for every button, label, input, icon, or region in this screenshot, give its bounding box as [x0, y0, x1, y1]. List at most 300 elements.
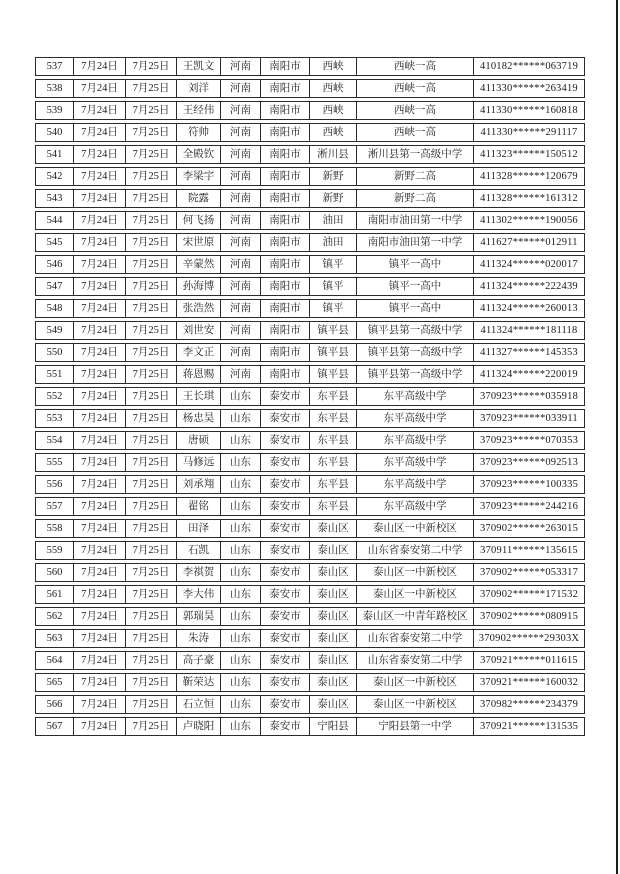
cell-row-number: 538	[35, 79, 73, 98]
cell-id-number: 411330******263419	[473, 79, 585, 98]
table-row	[35, 497, 585, 516]
cell-province: 山东	[220, 475, 260, 494]
table-row	[35, 475, 585, 494]
cell-city: 南阳市	[260, 145, 309, 164]
cell-province: 河南	[220, 189, 260, 208]
cell-name: 全殿钦	[176, 145, 220, 164]
table-row	[35, 717, 585, 736]
cell-school: 东平高级中学	[356, 387, 473, 406]
cell-row-number: 539	[35, 101, 73, 120]
cell-province: 河南	[220, 365, 260, 384]
cell-province: 河南	[220, 233, 260, 252]
cell-school: 东平高级中学	[356, 475, 473, 494]
cell-row-number: 557	[35, 497, 73, 516]
cell-name: 符帅	[176, 123, 220, 142]
cell-province: 山东	[220, 651, 260, 670]
table-row	[35, 233, 585, 252]
cell-id-number: 370902******29303X	[473, 629, 585, 648]
cell-school: 镇平一高中	[356, 277, 473, 296]
cell-city: 南阳市	[260, 189, 309, 208]
candidate-roster-table	[35, 54, 585, 739]
cell-county-district: 东平县	[309, 497, 356, 516]
cell-county-district: 镇平县	[309, 365, 356, 384]
cell-school: 东平高级中学	[356, 497, 473, 516]
cell-name: 院露	[176, 189, 220, 208]
cell-exam-date-1: 7月24日	[73, 563, 125, 582]
cell-row-number: 540	[35, 123, 73, 142]
cell-province: 山东	[220, 431, 260, 450]
cell-id-number: 370921******160032	[473, 673, 585, 692]
table-row	[35, 321, 585, 340]
cell-exam-date-1: 7月24日	[73, 651, 125, 670]
cell-name: 王经伟	[176, 101, 220, 120]
cell-row-number: 559	[35, 541, 73, 560]
cell-city: 泰安市	[260, 431, 309, 450]
cell-county-district: 西峡	[309, 79, 356, 98]
cell-exam-date-1: 7月24日	[73, 629, 125, 648]
table-row	[35, 277, 585, 296]
cell-row-number: 544	[35, 211, 73, 230]
cell-exam-date-2: 7月25日	[125, 101, 176, 120]
cell-exam-date-2: 7月25日	[125, 541, 176, 560]
cell-city: 泰安市	[260, 387, 309, 406]
cell-school: 东平高级中学	[356, 453, 473, 472]
table-row	[35, 409, 585, 428]
cell-exam-date-1: 7月24日	[73, 365, 125, 384]
cell-exam-date-2: 7月25日	[125, 365, 176, 384]
cell-school: 新野二高	[356, 189, 473, 208]
cell-county-district: 宁阳县	[309, 717, 356, 736]
cell-school: 淅川县第一高级中学	[356, 145, 473, 164]
cell-id-number: 410182******063719	[473, 57, 585, 76]
cell-exam-date-2: 7月25日	[125, 343, 176, 362]
cell-county-district: 镇平	[309, 255, 356, 274]
cell-exam-date-1: 7月24日	[73, 541, 125, 560]
cell-province: 河南	[220, 277, 260, 296]
cell-row-number: 548	[35, 299, 73, 318]
cell-id-number: 370921******011615	[473, 651, 585, 670]
cell-row-number: 546	[35, 255, 73, 274]
cell-county-district: 泰山区	[309, 695, 356, 714]
cell-province: 山东	[220, 409, 260, 428]
cell-exam-date-2: 7月25日	[125, 79, 176, 98]
cell-county-district: 泰山区	[309, 585, 356, 604]
cell-name: 蒋恩赐	[176, 365, 220, 384]
cell-city: 泰安市	[260, 453, 309, 472]
cell-school: 泰山区一中新校区	[356, 519, 473, 538]
table-row	[35, 167, 585, 186]
cell-county-district: 东平县	[309, 453, 356, 472]
cell-city: 南阳市	[260, 299, 309, 318]
cell-province: 河南	[220, 255, 260, 274]
cell-exam-date-2: 7月25日	[125, 651, 176, 670]
cell-name: 王长琪	[176, 387, 220, 406]
cell-exam-date-1: 7月24日	[73, 475, 125, 494]
cell-province: 山东	[220, 717, 260, 736]
cell-row-number: 564	[35, 651, 73, 670]
cell-exam-date-1: 7月24日	[73, 519, 125, 538]
cell-province: 山东	[220, 629, 260, 648]
cell-county-district: 油田	[309, 211, 356, 230]
cell-province: 山东	[220, 563, 260, 582]
table-row	[35, 651, 585, 670]
cell-city: 泰安市	[260, 651, 309, 670]
cell-name: 辛蒙然	[176, 255, 220, 274]
cell-city: 南阳市	[260, 365, 309, 384]
cell-name: 田泽	[176, 519, 220, 538]
cell-row-number: 549	[35, 321, 73, 340]
table-row	[35, 629, 585, 648]
cell-exam-date-1: 7月24日	[73, 343, 125, 362]
table-row	[35, 365, 585, 384]
cell-city: 南阳市	[260, 255, 309, 274]
cell-county-district: 东平县	[309, 431, 356, 450]
cell-province: 山东	[220, 541, 260, 560]
cell-exam-date-2: 7月25日	[125, 475, 176, 494]
cell-school: 山东省泰安第二中学	[356, 651, 473, 670]
cell-id-number: 370902******053317	[473, 563, 585, 582]
cell-exam-date-2: 7月25日	[125, 673, 176, 692]
table-row	[35, 123, 585, 142]
cell-county-district: 泰山区	[309, 629, 356, 648]
cell-exam-date-2: 7月25日	[125, 167, 176, 186]
cell-county-district: 镇平	[309, 277, 356, 296]
cell-exam-date-1: 7月24日	[73, 211, 125, 230]
table-row	[35, 343, 585, 362]
cell-id-number: 411323******150512	[473, 145, 585, 164]
cell-county-district: 泰山区	[309, 673, 356, 692]
cell-city: 泰安市	[260, 563, 309, 582]
cell-city: 泰安市	[260, 409, 309, 428]
cell-row-number: 556	[35, 475, 73, 494]
cell-county-district: 东平县	[309, 409, 356, 428]
cell-province: 河南	[220, 57, 260, 76]
cell-name: 何飞扬	[176, 211, 220, 230]
cell-school: 镇平一高中	[356, 255, 473, 274]
cell-exam-date-2: 7月25日	[125, 607, 176, 626]
cell-province: 山东	[220, 387, 260, 406]
cell-city: 南阳市	[260, 167, 309, 186]
cell-name: 刘洋	[176, 79, 220, 98]
cell-name: 高子豪	[176, 651, 220, 670]
cell-name: 杨忠昊	[176, 409, 220, 428]
cell-name: 石凯	[176, 541, 220, 560]
cell-school: 西峡一高	[356, 57, 473, 76]
cell-row-number: 537	[35, 57, 73, 76]
cell-id-number: 370923******092513	[473, 453, 585, 472]
cell-city: 南阳市	[260, 79, 309, 98]
cell-row-number: 550	[35, 343, 73, 362]
cell-province: 河南	[220, 343, 260, 362]
cell-school: 山东省泰安第二中学	[356, 629, 473, 648]
cell-province: 河南	[220, 321, 260, 340]
cell-name: 靳荣达	[176, 673, 220, 692]
cell-school: 泰山区一中新校区	[356, 585, 473, 604]
cell-exam-date-2: 7月25日	[125, 695, 176, 714]
cell-exam-date-2: 7月25日	[125, 519, 176, 538]
cell-county-district: 泰山区	[309, 541, 356, 560]
table-row	[35, 607, 585, 626]
cell-city: 南阳市	[260, 321, 309, 340]
cell-id-number: 411327******145353	[473, 343, 585, 362]
cell-exam-date-1: 7月24日	[73, 299, 125, 318]
table-row	[35, 387, 585, 406]
cell-id-number: 370911******135615	[473, 541, 585, 560]
cell-name: 李祺贺	[176, 563, 220, 582]
table-row	[35, 189, 585, 208]
cell-exam-date-1: 7月24日	[73, 145, 125, 164]
cell-id-number: 370902******263015	[473, 519, 585, 538]
cell-city: 泰安市	[260, 717, 309, 736]
cell-row-number: 553	[35, 409, 73, 428]
cell-name: 卢晓阳	[176, 717, 220, 736]
cell-exam-date-2: 7月25日	[125, 57, 176, 76]
cell-province: 河南	[220, 101, 260, 120]
cell-row-number: 561	[35, 585, 73, 604]
cell-exam-date-1: 7月24日	[73, 277, 125, 296]
cell-name: 马修远	[176, 453, 220, 472]
cell-city: 南阳市	[260, 123, 309, 142]
cell-id-number: 411324******220019	[473, 365, 585, 384]
cell-province: 河南	[220, 167, 260, 186]
cell-id-number: 370921******131535	[473, 717, 585, 736]
cell-province: 山东	[220, 673, 260, 692]
cell-row-number: 565	[35, 673, 73, 692]
cell-id-number: 411324******020017	[473, 255, 585, 274]
cell-id-number: 411328******120679	[473, 167, 585, 186]
cell-county-district: 泰山区	[309, 519, 356, 538]
cell-exam-date-1: 7月24日	[73, 453, 125, 472]
cell-exam-date-1: 7月24日	[73, 607, 125, 626]
table-row	[35, 563, 585, 582]
cell-row-number: 555	[35, 453, 73, 472]
cell-exam-date-2: 7月25日	[125, 277, 176, 296]
cell-school: 山东省泰安第二中学	[356, 541, 473, 560]
cell-exam-date-1: 7月24日	[73, 585, 125, 604]
cell-county-district: 新野	[309, 189, 356, 208]
cell-row-number: 563	[35, 629, 73, 648]
cell-city: 泰安市	[260, 629, 309, 648]
cell-name: 李文正	[176, 343, 220, 362]
cell-exam-date-1: 7月24日	[73, 255, 125, 274]
cell-name: 朱涛	[176, 629, 220, 648]
cell-province: 山东	[220, 695, 260, 714]
cell-exam-date-2: 7月25日	[125, 717, 176, 736]
table-row	[35, 101, 585, 120]
table-row	[35, 519, 585, 538]
cell-row-number: 558	[35, 519, 73, 538]
cell-exam-date-2: 7月25日	[125, 189, 176, 208]
cell-name: 李梁宇	[176, 167, 220, 186]
cell-province: 山东	[220, 607, 260, 626]
cell-exam-date-2: 7月25日	[125, 585, 176, 604]
cell-exam-date-2: 7月25日	[125, 409, 176, 428]
cell-row-number: 541	[35, 145, 73, 164]
cell-school: 镇平县第一高级中学	[356, 343, 473, 362]
cell-id-number: 370902******171532	[473, 585, 585, 604]
cell-county-district: 泰山区	[309, 563, 356, 582]
cell-school: 镇平县第一高级中学	[356, 321, 473, 340]
cell-id-number: 370982******234379	[473, 695, 585, 714]
cell-row-number: 547	[35, 277, 73, 296]
table-row	[35, 541, 585, 560]
table-row	[35, 431, 585, 450]
cell-school: 东平高级中学	[356, 409, 473, 428]
cell-county-district: 淅川县	[309, 145, 356, 164]
cell-city: 泰安市	[260, 673, 309, 692]
table-row	[35, 211, 585, 230]
cell-county-district: 西峡	[309, 123, 356, 142]
cell-id-number: 411330******291117	[473, 123, 585, 142]
cell-province: 河南	[220, 123, 260, 142]
table-row	[35, 453, 585, 472]
cell-city: 南阳市	[260, 101, 309, 120]
cell-id-number: 370923******070353	[473, 431, 585, 450]
cell-id-number: 411328******161312	[473, 189, 585, 208]
cell-school: 西峡一高	[356, 79, 473, 98]
cell-city: 泰安市	[260, 519, 309, 538]
cell-row-number: 545	[35, 233, 73, 252]
cell-school: 东平高级中学	[356, 431, 473, 450]
cell-province: 山东	[220, 497, 260, 516]
cell-exam-date-2: 7月25日	[125, 431, 176, 450]
cell-province: 河南	[220, 299, 260, 318]
cell-school: 南阳市油田第一中学	[356, 233, 473, 252]
cell-row-number: 542	[35, 167, 73, 186]
cell-county-district: 西峡	[309, 57, 356, 76]
cell-exam-date-2: 7月25日	[125, 211, 176, 230]
cell-exam-date-2: 7月25日	[125, 321, 176, 340]
cell-exam-date-2: 7月25日	[125, 563, 176, 582]
table-row	[35, 255, 585, 274]
cell-row-number: 543	[35, 189, 73, 208]
cell-name: 王凯文	[176, 57, 220, 76]
cell-id-number: 370923******035918	[473, 387, 585, 406]
table-row	[35, 695, 585, 714]
cell-school: 镇平一高中	[356, 299, 473, 318]
cell-city: 南阳市	[260, 57, 309, 76]
cell-exam-date-1: 7月24日	[73, 123, 125, 142]
cell-name: 刘承翔	[176, 475, 220, 494]
table-row	[35, 585, 585, 604]
cell-row-number: 567	[35, 717, 73, 736]
cell-city: 泰安市	[260, 585, 309, 604]
cell-row-number: 566	[35, 695, 73, 714]
cell-exam-date-1: 7月24日	[73, 233, 125, 252]
cell-id-number: 411302******190056	[473, 211, 585, 230]
cell-county-district: 东平县	[309, 387, 356, 406]
cell-exam-date-1: 7月24日	[73, 673, 125, 692]
cell-city: 泰安市	[260, 497, 309, 516]
cell-row-number: 551	[35, 365, 73, 384]
cell-exam-date-1: 7月24日	[73, 189, 125, 208]
cell-id-number: 370923******244216	[473, 497, 585, 516]
cell-county-district: 油田	[309, 233, 356, 252]
cell-county-district: 镇平县	[309, 343, 356, 362]
cell-id-number: 411627******012911	[473, 233, 585, 252]
cell-exam-date-1: 7月24日	[73, 695, 125, 714]
cell-school: 泰山区一中青年路校区	[356, 607, 473, 626]
cell-row-number: 562	[35, 607, 73, 626]
table-row	[35, 79, 585, 98]
cell-exam-date-2: 7月25日	[125, 255, 176, 274]
cell-id-number: 370923******100335	[473, 475, 585, 494]
cell-id-number: 411324******260013	[473, 299, 585, 318]
cell-row-number: 560	[35, 563, 73, 582]
cell-exam-date-1: 7月24日	[73, 167, 125, 186]
cell-county-district: 镇平县	[309, 321, 356, 340]
cell-exam-date-1: 7月24日	[73, 717, 125, 736]
cell-city: 南阳市	[260, 211, 309, 230]
cell-exam-date-1: 7月24日	[73, 387, 125, 406]
cell-city: 南阳市	[260, 277, 309, 296]
cell-province: 山东	[220, 585, 260, 604]
cell-province: 河南	[220, 211, 260, 230]
cell-name: 郭瑞昊	[176, 607, 220, 626]
cell-exam-date-1: 7月24日	[73, 409, 125, 428]
cell-school: 泰山区一中新校区	[356, 673, 473, 692]
table-row	[35, 299, 585, 318]
cell-name: 刘世安	[176, 321, 220, 340]
cell-school: 西峡一高	[356, 123, 473, 142]
cell-name: 张浩然	[176, 299, 220, 318]
cell-exam-date-1: 7月24日	[73, 57, 125, 76]
cell-county-district: 西峡	[309, 101, 356, 120]
cell-exam-date-2: 7月25日	[125, 497, 176, 516]
cell-school: 宁阳县第一中学	[356, 717, 473, 736]
cell-school: 西峡一高	[356, 101, 473, 120]
cell-row-number: 552	[35, 387, 73, 406]
cell-county-district: 镇平	[309, 299, 356, 318]
cell-row-number: 554	[35, 431, 73, 450]
cell-id-number: 411324******181118	[473, 321, 585, 340]
cell-exam-date-2: 7月25日	[125, 123, 176, 142]
cell-exam-date-1: 7月24日	[73, 431, 125, 450]
cell-county-district: 泰山区	[309, 651, 356, 670]
cell-name: 孙海博	[176, 277, 220, 296]
table-row	[35, 57, 585, 76]
cell-city: 泰安市	[260, 475, 309, 494]
cell-province: 山东	[220, 453, 260, 472]
cell-exam-date-1: 7月24日	[73, 321, 125, 340]
cell-exam-date-2: 7月25日	[125, 233, 176, 252]
cell-name: 唐硕	[176, 431, 220, 450]
cell-city: 泰安市	[260, 695, 309, 714]
cell-id-number: 411324******222439	[473, 277, 585, 296]
cell-school: 镇平县第一高级中学	[356, 365, 473, 384]
table-row	[35, 673, 585, 692]
page-edge-line	[616, 0, 618, 874]
table-row	[35, 145, 585, 164]
cell-school: 泰山区一中新校区	[356, 695, 473, 714]
cell-exam-date-2: 7月25日	[125, 629, 176, 648]
cell-exam-date-2: 7月25日	[125, 299, 176, 318]
cell-name: 宋世原	[176, 233, 220, 252]
cell-school: 泰山区一中新校区	[356, 563, 473, 582]
cell-county-district: 泰山区	[309, 607, 356, 626]
cell-county-district: 新野	[309, 167, 356, 186]
cell-exam-date-2: 7月25日	[125, 453, 176, 472]
cell-school: 南阳市油田第一中学	[356, 211, 473, 230]
cell-id-number: 411330******160818	[473, 101, 585, 120]
cell-exam-date-2: 7月25日	[125, 387, 176, 406]
cell-exam-date-1: 7月24日	[73, 101, 125, 120]
cell-city: 南阳市	[260, 233, 309, 252]
cell-name: 李大伟	[176, 585, 220, 604]
cell-name: 翟铭	[176, 497, 220, 516]
cell-city: 南阳市	[260, 343, 309, 362]
cell-name: 石立恒	[176, 695, 220, 714]
